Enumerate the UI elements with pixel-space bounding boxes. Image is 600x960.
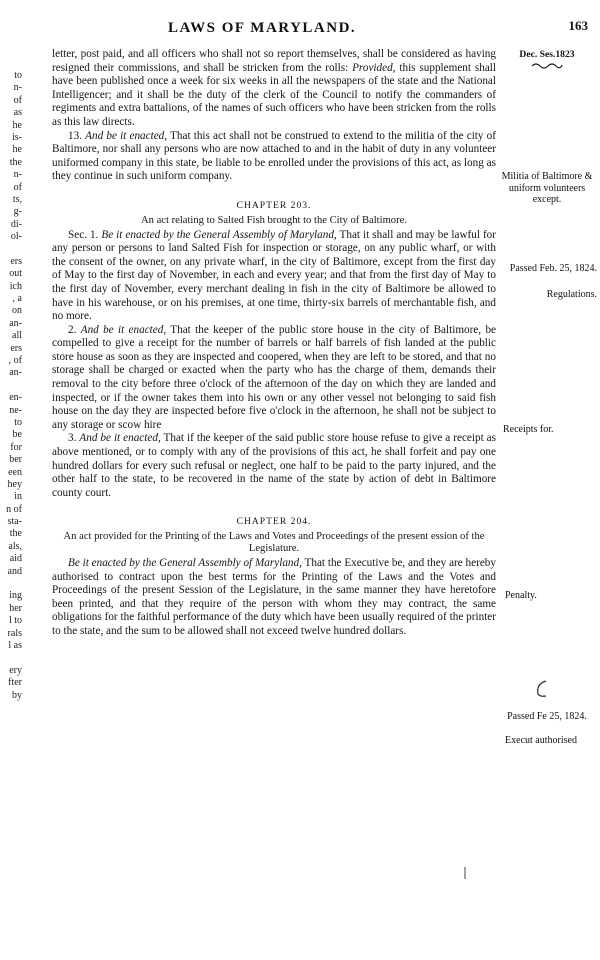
gutter-fragment: en-: [9, 392, 22, 404]
gutter-fragment: her: [9, 602, 22, 614]
gutter-fragment: n of: [6, 503, 22, 515]
chapter-203-section-2: 2. And be it enacted, That the keeper of the public store house in the city of Baltimore, be compelled to give a receipt for the number of barrels or half barrels of fish landed at the public store house as soon as they are inspected and coopered, when they are left to be stored, and that no storage shall be charged or exacted when the party who has the charge of them, demands their removal to the city before three o'clock of the afternoon of the day on which they are landed and inspected, or if the owner takes them into his own or any other vessel not belonging to said fish house on the day they are inspected before five o'clock in the afternoon, he shall not be subject to any storage or scow hire: [52, 323, 497, 431]
gutter-gap: [0, 652, 22, 664]
gutter-fragment: aid: [9, 553, 22, 565]
gutter-fragment: the: [9, 156, 22, 168]
gutter-fragment: hey: [7, 478, 22, 490]
gutter-fragment: the: [9, 528, 22, 540]
gutter-fragment: be: [12, 429, 22, 441]
gutter-fragment: di-: [10, 218, 22, 230]
gutter-fragment: for: [10, 441, 22, 453]
gutter-fragment: an-: [9, 367, 22, 379]
gutter-fragment: to: [14, 416, 22, 428]
gutter-fragment: n-: [13, 169, 22, 181]
pen-mark-icon: [532, 678, 552, 700]
left-gutter-fragments: [0, 70, 22, 702]
squiggle-ornament-icon: [530, 61, 564, 71]
margin-note-session: Dec. Ses.1823: [497, 49, 597, 71]
gutter-fragment: ery: [9, 664, 22, 676]
gutter-fragment: ber: [9, 454, 22, 466]
margin-note-militia: Militia of Baltimore & uniform volunteers except.: [501, 171, 593, 205]
margin-note-executive: Execut authorised: [505, 735, 577, 746]
gutter-fragment: in: [14, 491, 22, 503]
chapter-203-section-1: Sec. 1. Be it enacted by the General Assembly of Maryland, That it shall and may be lawful for any person or persons to land Salted Fish for inspection or storage, on any public wharf, or with the consent of the owner, on any private wharf, in the city of Baltimore, except from the first day of May to the first day of November, in each and every year; and that from the first day of May to the first day of November, every merchant dealing in fish in the city of Baltimore be allowed to have in his warehouse, or on his premises, at one time, thirty-six barrels of merchantable fish, and no more.: [52, 228, 496, 323]
gutter-fragment: and: [7, 565, 22, 577]
gutter-fragment: as: [13, 107, 22, 119]
gutter-fragment: ne-: [9, 404, 22, 416]
chapter-204-section: Be it enacted by the General Assembly of Maryland, That the Executive be, and they are hereby authorised to contract upon the best terms for the Printing of the Laws and the Votes and Proceedings of the present Session of the Legislature, in the same manner they have heretofore been printed, and that they require of the person with whom they may contract, the same obligations for the faithful performance of the duty which have been usually required of the printer to the state, and the sum to be allowed shall not exceed twelve hundred dollars.: [52, 557, 496, 637]
main-text-column: [52, 48, 496, 639]
stray-mark-icon: [462, 866, 468, 880]
section-13: 13. And be it enacted, That this act shall not be construed to extend to the militia of the city of Baltimore, nor shall any persons who are now attached to and in the habit of duty in any volunteer uniformed company in this state, be liable to be enrolled under the provisions of this act, as long as they continue in such uniform company.: [52, 129, 497, 183]
gutter-fragment: to: [14, 70, 22, 81]
margin-note-regulations: Regulations.: [546, 289, 597, 300]
page-number: 163: [568, 18, 588, 33]
gutter-fragment: , a: [12, 293, 22, 305]
gutter-fragment: of: [13, 181, 22, 193]
gutter-fragment: he: [12, 144, 22, 156]
gutter-fragment: all: [12, 330, 22, 342]
continuation-paragraph: letter, post paid, and all officers who shall not so report themselves, shall be considered as having resigned their commissions, and shall be stricken from the rolls: Provided, this supplement shall have been published once a week for six weeks in all the newspapers of the state and the National Intelligencer; and it shall be the duty of the clerk of the Council to notify the commanders of regiments and extra battalions, of the names of such officers who have been stricken from the rolls as this law directs.: [52, 48, 496, 128]
running-title: LAWS OF MARYLAND.: [168, 20, 357, 36]
margin-note-passed-203: Passed Feb. 25, 1824.: [509, 263, 597, 274]
gutter-fragment: n-: [13, 82, 22, 94]
gutter-fragment: sta-: [7, 516, 22, 528]
gutter-fragment: ich: [9, 280, 22, 292]
chapter-203-heading: CHAPTER 203.: [236, 199, 312, 211]
gutter-fragment: , of: [8, 354, 22, 366]
margin-note-penalty: Penalty.: [505, 590, 537, 601]
chapter-203-title: An act relating to Salted Fish brought to the City of Baltimore.: [141, 214, 407, 226]
margin-note-passed-204: Passed Fe 25, 1824.: [507, 711, 587, 722]
gutter-fragment: ol-: [10, 231, 22, 243]
gutter-fragment: on: [12, 305, 22, 317]
gutter-fragment: rals: [7, 627, 22, 639]
chapter-204-title: An act provided for the Printing of the Laws and Votes and Proceedings of the present ession of the Legislature.: [63, 531, 485, 554]
chapter-204-heading: CHAPTER 204.: [236, 516, 312, 528]
gutter-fragment: ing: [9, 590, 22, 602]
gutter-fragment: als,: [8, 540, 22, 552]
chapter-203-section-3: 3. And be it enacted, That if the keeper of the said public store house refuse to give a receipt as above mentioned, or to comply with any of the provisions of this act, he shall forfeit and pay one hundred dollars for every such refusal or neglect, one half to be paid to the party injured, and the other half to the state, to be recovered in the name of the state by action of debt in Baltimore county court.: [52, 432, 497, 499]
gutter-fragment: he: [12, 119, 22, 131]
gutter-fragment: by: [12, 689, 22, 701]
gutter-fragment: fter: [8, 677, 22, 689]
gutter-fragment: een: [8, 466, 22, 478]
gutter-fragment: out: [9, 268, 22, 280]
gutter-fragment: an-: [9, 317, 22, 329]
gutter-gap: [0, 380, 22, 392]
gutter-fragment: l to: [8, 615, 22, 627]
gutter-fragment: l as: [8, 639, 22, 651]
gutter-gap: [0, 243, 22, 255]
gutter-fragment: is-: [12, 131, 22, 143]
gutter-fragment: ers: [10, 342, 22, 354]
margin-note-receipts: Receipts for.: [503, 424, 554, 435]
gutter-fragment: ts,: [12, 193, 22, 205]
gutter-gap: [0, 578, 22, 590]
gutter-fragment: g-: [13, 206, 22, 218]
gutter-fragment: of: [13, 94, 22, 106]
gutter-fragment: ers: [10, 255, 22, 267]
